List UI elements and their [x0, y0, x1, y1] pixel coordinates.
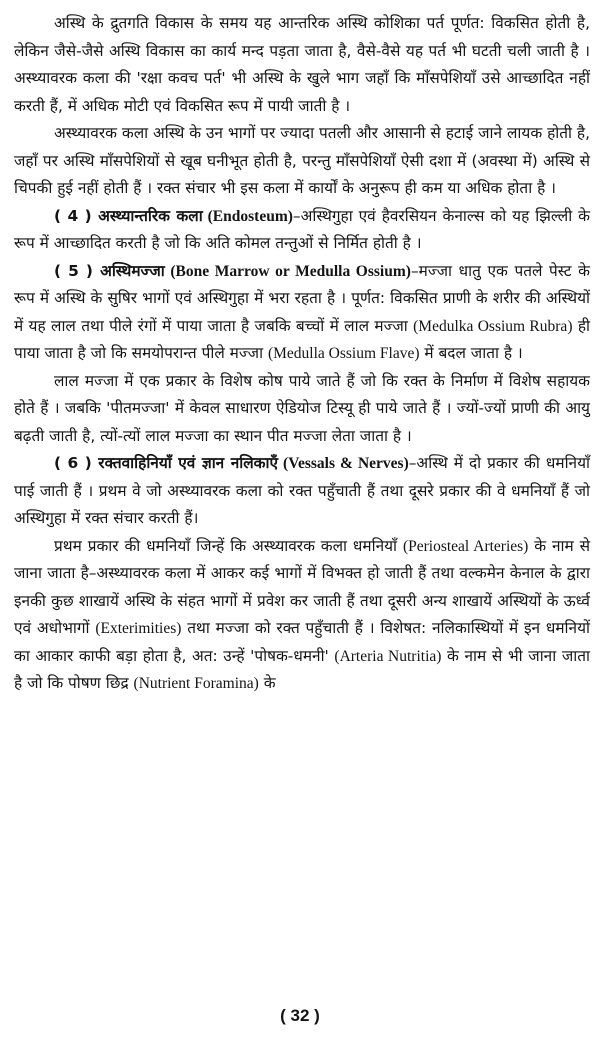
paragraph-vessels-nerves: [14, 450, 590, 533]
term-vessels-nerves: (Vessals & Nerves): [278, 455, 409, 472]
paragraph-periosteal-arteries: [14, 533, 590, 698]
paragraph-periosteum-thickness: अस्थ्यावरक कला अस्थि के उन भागों पर ज्यादा पतली और आसानी से हटाई जाने लायक होती है, जहाँ पर अस्थि माँसपेशियों से खूब घनीभूत होती है, परन्तु माँसपेशियाँ ऐसी दशा में (अवस्था में) अस्थि से चिपकी हुई नहीं होती हैं । रक्त संचार भी इस कला में कार्यों के अनुरूप ही कम या अधिक होता है ।: [14, 124, 590, 197]
bone-marrow-text-c: में बदल जाता है ।: [419, 344, 523, 362]
term-exterimities: (Exterimities): [95, 620, 182, 637]
arteries-text-c: तथा मज्जा को रक्त पहुँचाती हैं । विशेषत: नलिकास्थियों में इन धमनियों का आकार काफी बड़ा होता है, अत: उन्हें 'पोषक-धमनी': [14, 619, 590, 665]
term-nutrient-foramina: (Nutrient Foramina): [133, 675, 259, 692]
term-medulla-flave: (Medulla Ossium Flave): [267, 345, 420, 362]
arteries-text-b: के नाम से जाना जाता है–अस्थ्यावरक कला में आकर कई भागों में विभक्त हो जाती हैं तथा वल्कमेन केनाल के द्वारा इनकी कुछ शाखायें अस्थि के संहत भागों में प्रवेश कर जाती हैं तथा दूसरी अन्य शाखायें अस्थियों के ऊर्ध्व एवं अधोभागों: [14, 536, 591, 637]
section-number-6: ( 6 ): [54, 454, 99, 472]
section-number-5: ( 5 ): [54, 261, 101, 280]
vessels-nerves-text: –अस्थि में दो प्रकार की धमनियाँ पाई जाती हैं । प्रथम वे जो अस्थ्यावरक कला को रक्त पहुँचाती हैं तथा दूसरे प्रकार की वे धमनियाँ हैं जो अस्थिगुहा में रक्त संचार करती हैं।: [14, 454, 591, 527]
paragraph-endosteum: [14, 203, 590, 258]
heading-vessels-nerves: रक्तवाहिनियाँ एवं ज्ञान नलिकाएँ: [98, 454, 279, 472]
page-number: ( 32 ): [280, 1006, 320, 1025]
endosteum-text: –अस्थिगुहा एवं हैवरसियन केनाल्स को यह झिल्ली के रूप में आच्छादित करती है जो कि अति कोमल तन्तुओं से निर्मित होती है ।: [14, 206, 591, 252]
term-medulla-rubra: (Medulka Ossium Rubra): [413, 317, 573, 335]
term-periosteal-arteries: (Periosteal Arteries): [402, 537, 529, 555]
term-endosteum: (Endosteum): [202, 207, 293, 225]
heading-bone-marrow: अस्थिमज्जा: [100, 261, 165, 280]
arteries-text-e: के: [258, 674, 276, 692]
arteries-text-d: के नाम से भी जाना जाता है जो कि पोषण छिद्र: [14, 646, 590, 692]
arteries-text-a: प्रथम प्रकार की धमनियाँ जिन्हें कि अस्थ्यावरक कला धमनियाँ: [54, 536, 403, 555]
term-bone-marrow: (Bone Marrow or Medulla Ossium): [164, 262, 411, 280]
paragraph-red-yellow-marrow: लाल मज्जा में एक प्रकार के विशेष कोष पाये जाते हैं जो कि रक्त के निर्माण में विशेष सहायक होते हैं । जबकि 'पीतमज्जा' में केवल साधारण ऐडियोज टिस्यू ही पाये जाते हैं । ज्यों-ज्यों प्राणी की आयु बढ़ती जाती है, त्यों-त्यों लाल मज्जा का स्थान पीत मज्जा लेता जाता है ।: [14, 371, 590, 445]
paragraph-bone-marrow: [14, 258, 590, 368]
section-number-4: ( 4 ): [54, 206, 99, 225]
paragraph-inner-layer: अस्थि के द्रुतगति विकास के समय यह आन्तरिक अस्थि कोशिका पर्त पूर्णत: विकसित होती है, लेकिन जैसे-जैसे अस्थि विकास का कार्य मन्द पड़ता जाता है, वैसे-वैसे यह पर्त भी घटती चली जाती है । अस्थ्यावरक कला की 'रक्षा कवच पर्त' भी अस्थि के खुले भाग जहाँ कि माँसपेशियाँ उसे आच्छादित नहीं करती हैं, में अधिक मोटी एवं विकसित रूप में पायी जाती है ।: [14, 14, 590, 115]
term-arteria-nutritia: (Arteria Nutritia): [334, 647, 442, 665]
bone-marrow-text-b: ही पाया जाता है जो कि समयोपरान्त पीले मज्जा: [14, 316, 590, 362]
bone-marrow-text-a: –मज्जा धातु एक पतले पेस्ट के रूप में अस्थि के सुषिर भागों एवं अस्थिगुहा में भरा रहता है । पूर्णत: विकसित प्राणी के शरीर की अस्थियों में यह लाल तथा पीले रंगों में पाया जाता है जबकि बच्चों में लाल मज्जा: [14, 261, 590, 335]
heading-endosteum: अस्थ्यान्तरिक कला: [98, 206, 203, 225]
